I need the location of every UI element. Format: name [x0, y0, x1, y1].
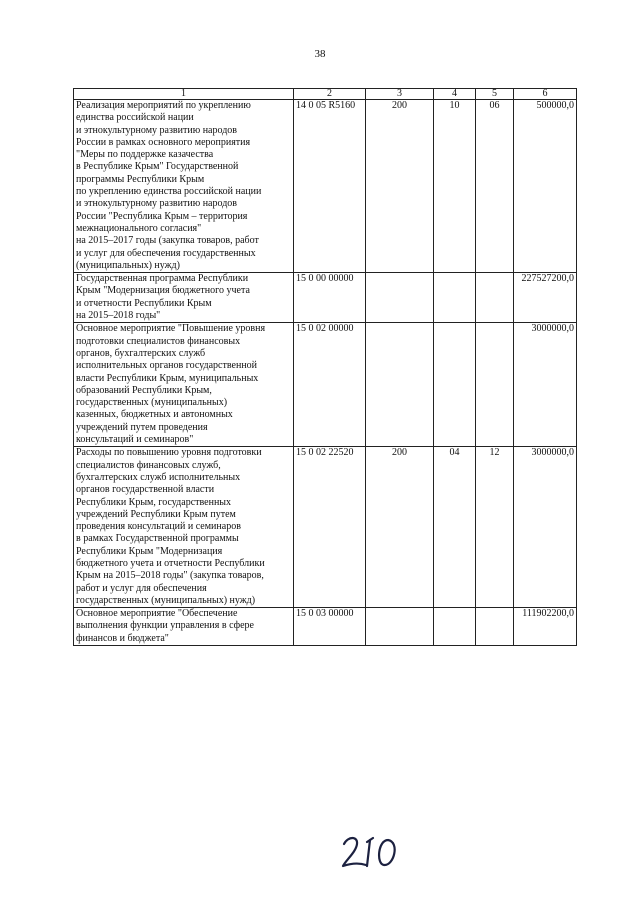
- row-name: Основное мероприятие "Повышение уровня подготовки специалистов финансовых органов, бухгалтерских служб исполнительных органов государственной власти Республики Крым, муниципальных образований Республики Крым, государственных (муниципальных) казенных, бюджетных и автономных учреждений путем проведения консультаций и семинаров": [74, 323, 294, 447]
- row-section: [434, 323, 476, 447]
- row-code: 15 0 03 00000: [294, 608, 366, 646]
- row-section: [434, 273, 476, 323]
- row-expense-type: 200: [366, 447, 434, 608]
- row-subsection: [476, 273, 514, 323]
- row-amount: 3000000,0: [514, 323, 577, 447]
- row-name: Реализация мероприятий по укреплению единства российской нации и этнокультурному развитию народов России в рамках основного мероприятия "Меры по поддержке казачества в Республике Крым" Государственной программы Республики Крым по укреплению единства российской нации и этнокультурному развитию народов России "Республика Крым – территория межнационального согласия" на 2015–2017 годы (закупка товаров, работ и услуг для обеспечения государственных (муниципальных) нужд): [74, 100, 294, 273]
- row-amount: 227527200,0: [514, 273, 577, 323]
- row-code: 15 0 02 22520: [294, 447, 366, 608]
- table-row: [74, 323, 577, 447]
- row-subsection: 12: [476, 447, 514, 608]
- row-code: 15 0 02 00000: [294, 323, 366, 447]
- row-expense-type: [366, 323, 434, 447]
- row-amount: 3000000,0: [514, 447, 577, 608]
- table-row: [74, 608, 577, 646]
- row-code: 14 0 05 R5160: [294, 100, 366, 273]
- row-subsection: 06: [476, 100, 514, 273]
- header-col-4: 4: [434, 89, 476, 100]
- row-name: Основное мероприятие "Обеспечение выполнения функции управления в сфере финансов и бюджета": [74, 608, 294, 646]
- header-col-1: 1: [74, 89, 294, 100]
- row-section: 04: [434, 447, 476, 608]
- row-amount: 111902200,0: [514, 608, 577, 646]
- header-col-6: 6: [514, 89, 577, 100]
- row-expense-type: [366, 608, 434, 646]
- row-code: 15 0 00 00000: [294, 273, 366, 323]
- handwritten-page-mark: [340, 830, 410, 877]
- header-col-3: 3: [366, 89, 434, 100]
- header-col-2: 2: [294, 89, 366, 100]
- header-col-5: 5: [476, 89, 514, 100]
- row-amount: 500000,0: [514, 100, 577, 273]
- row-section: 10: [434, 100, 476, 273]
- table-row: [74, 447, 577, 608]
- row-section: [434, 608, 476, 646]
- table-row: [74, 100, 577, 273]
- page-number: 38: [314, 48, 326, 60]
- budget-table: [73, 88, 577, 646]
- row-name: Расходы по повышению уровня подготовки специалистов финансовых служб, бухгалтерских служб исполнительных органов государственной власти Республики Крым, государственных учреждений Республики Крым путем проведения консультаций и семинаров в рамках Государственной программы Республики Крым "Модернизация бюджетного учета и отчетности Республики Крым на 2015–2018 годы" (закупка товаров, работ и услуг для обеспечения государственных (муниципальных) нужд): [74, 447, 294, 608]
- row-name: Государственная программа Республики Крым "Модернизация бюджетного учета и отчетности Республики Крым на 2015–2018 годы": [74, 273, 294, 323]
- row-expense-type: 200: [366, 100, 434, 273]
- table-row: [74, 273, 577, 323]
- row-subsection: [476, 323, 514, 447]
- handwritten-mark-icon: [340, 830, 410, 872]
- row-subsection: [476, 608, 514, 646]
- row-expense-type: [366, 273, 434, 323]
- table-header-row: [74, 89, 577, 100]
